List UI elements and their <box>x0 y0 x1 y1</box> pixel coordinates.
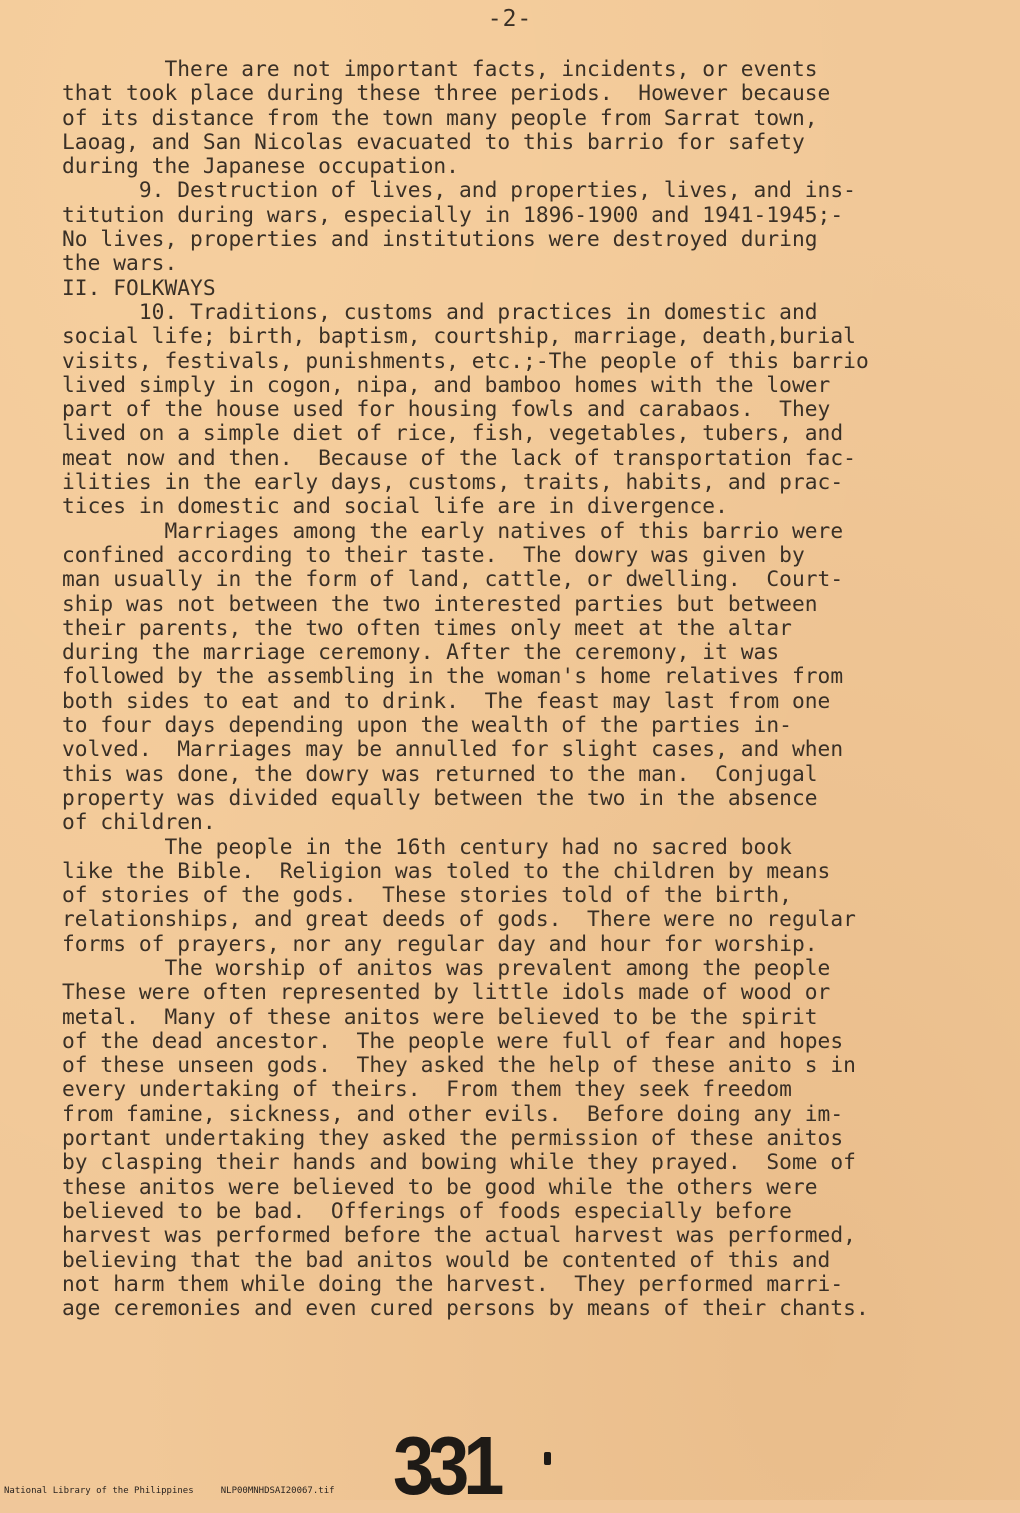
text-line: portant undertaking they asked the permission of these anitos <box>62 1125 844 1151</box>
text-line: harvest was performed before the actual harvest was performed, <box>62 1222 856 1248</box>
text-line: man usually in the form of land, cattle, or dwelling. Court- <box>62 566 844 592</box>
text-line: believing that the bad anitos would be contented of this and <box>62 1246 831 1272</box>
text-line: from famine, sickness, and other evils. Before doing any im- <box>62 1100 844 1126</box>
text-line: followed by the assembling in the woman's home relatives from <box>62 663 844 689</box>
text-line: to four days depending upon the wealth of the parties in- <box>62 712 792 738</box>
text-line: confined according to their taste. The dowry was given by <box>62 541 805 567</box>
text-line: social life; birth, baptism, courtship, marriage, death,burial <box>62 323 856 349</box>
text-line: meat now and then. Because of the lack of transportation fac- <box>62 444 856 470</box>
text-line: titution during wars, especially in 1896-1900 and 1941-1945;- <box>62 201 844 227</box>
text-line: this was done, the dowry was returned to the man. Conjugal <box>62 760 818 786</box>
text-line: like the Bible. Religion was toled to the children by means <box>62 857 831 883</box>
text-line: of the dead ancestor. The people were full of fear and hopes <box>62 1027 844 1053</box>
text-line: both sides to eat and to drink. The feast may last from one <box>62 687 831 713</box>
text-line: believed to be bad. Offerings of foods especially before <box>62 1197 792 1223</box>
text-line: ship was not between the two interested parties but between <box>62 590 818 616</box>
text-line: These were often represented by little idols made of wood or <box>62 979 831 1005</box>
text-line: tices in domestic and social life are in divergence. <box>62 493 728 519</box>
text-line: volved. Marriages may be annulled for slight cases, and when <box>62 736 844 762</box>
text-line: of its distance from the town many people from Sarrat town, <box>62 104 818 130</box>
text-line: every undertaking of theirs. From them they seek freedom <box>62 1076 792 1102</box>
text-line: not harm them while doing the harvest. They performed marri- <box>62 1270 844 1296</box>
text-line: by clasping their hands and bowing while they prayed. Some of <box>62 1149 856 1175</box>
text-line: relationships, and great deeds of gods. There were no regular <box>62 906 856 932</box>
text-line: lived on a simple diet of rice, fish, vegetables, tubers, and <box>62 420 844 446</box>
body-text <box>62 57 992 1320</box>
text-line: that took place during these three periods. However because <box>62 80 831 106</box>
text-line: the wars. <box>62 250 178 276</box>
text-line: lived simply in cogon, nipa, and bamboo homes with the lower <box>62 371 831 397</box>
text-line: of children. <box>62 809 216 835</box>
stamp-mark <box>544 1452 551 1465</box>
text-line: The worship of anitos was prevalent among the people <box>62 954 831 980</box>
text-line: II. FOLKWAYS <box>62 274 216 300</box>
text-line: There are not important facts, incidents, or events <box>62 56 818 81</box>
text-line: Marriages among the early natives of this barrio were <box>62 517 844 543</box>
text-line: 10. Traditions, customs and practices in domestic and <box>62 298 818 324</box>
text-line: The people in the 16th century had no sacred book <box>62 833 792 859</box>
text-line: during the Japanese occupation. <box>62 153 459 179</box>
text-line: part of the house used for housing fowls and carabaos. They <box>62 396 831 422</box>
text-line: Laoag, and San Nicolas evacuated to this barrio for safety <box>62 128 805 154</box>
text-line: of stories of the gods. These stories told of the birth, <box>62 882 792 908</box>
text-line: age ceremonies and even cured persons by means of their chants. <box>62 1295 869 1321</box>
text-line: their parents, the two often times only meet at the altar <box>62 614 792 640</box>
text-line: metal. Many of these anitos were believed to be the spirit <box>62 1003 818 1029</box>
text-line: ilities in the early days, customs, traits, habits, and prac- <box>62 469 844 495</box>
text-line: No lives, properties and institutions were destroyed during <box>62 226 818 252</box>
archive-footer: National Library of the Philippines NLP00MNHDSAI20067.tif <box>4 1486 335 1496</box>
text-line: these anitos were believed to be good while the others were <box>62 1173 818 1199</box>
page-number: -2- <box>487 6 533 32</box>
text-line: during the marriage ceremony. After the ceremony, it was <box>62 639 780 665</box>
text-line: of these unseen gods. They asked the help of these anito s in <box>62 1052 856 1078</box>
text-line: visits, festivals, punishments, etc.;-The people of this barrio <box>62 347 869 373</box>
handwritten-page-stamp: 331 <box>393 1419 499 1513</box>
text-line: forms of prayers, nor any regular day and hour for worship. <box>62 930 818 956</box>
text-line: 9. Destruction of lives, and properties, lives, and ins- <box>62 177 856 203</box>
text-line: property was divided equally between the two in the absence <box>62 784 818 810</box>
